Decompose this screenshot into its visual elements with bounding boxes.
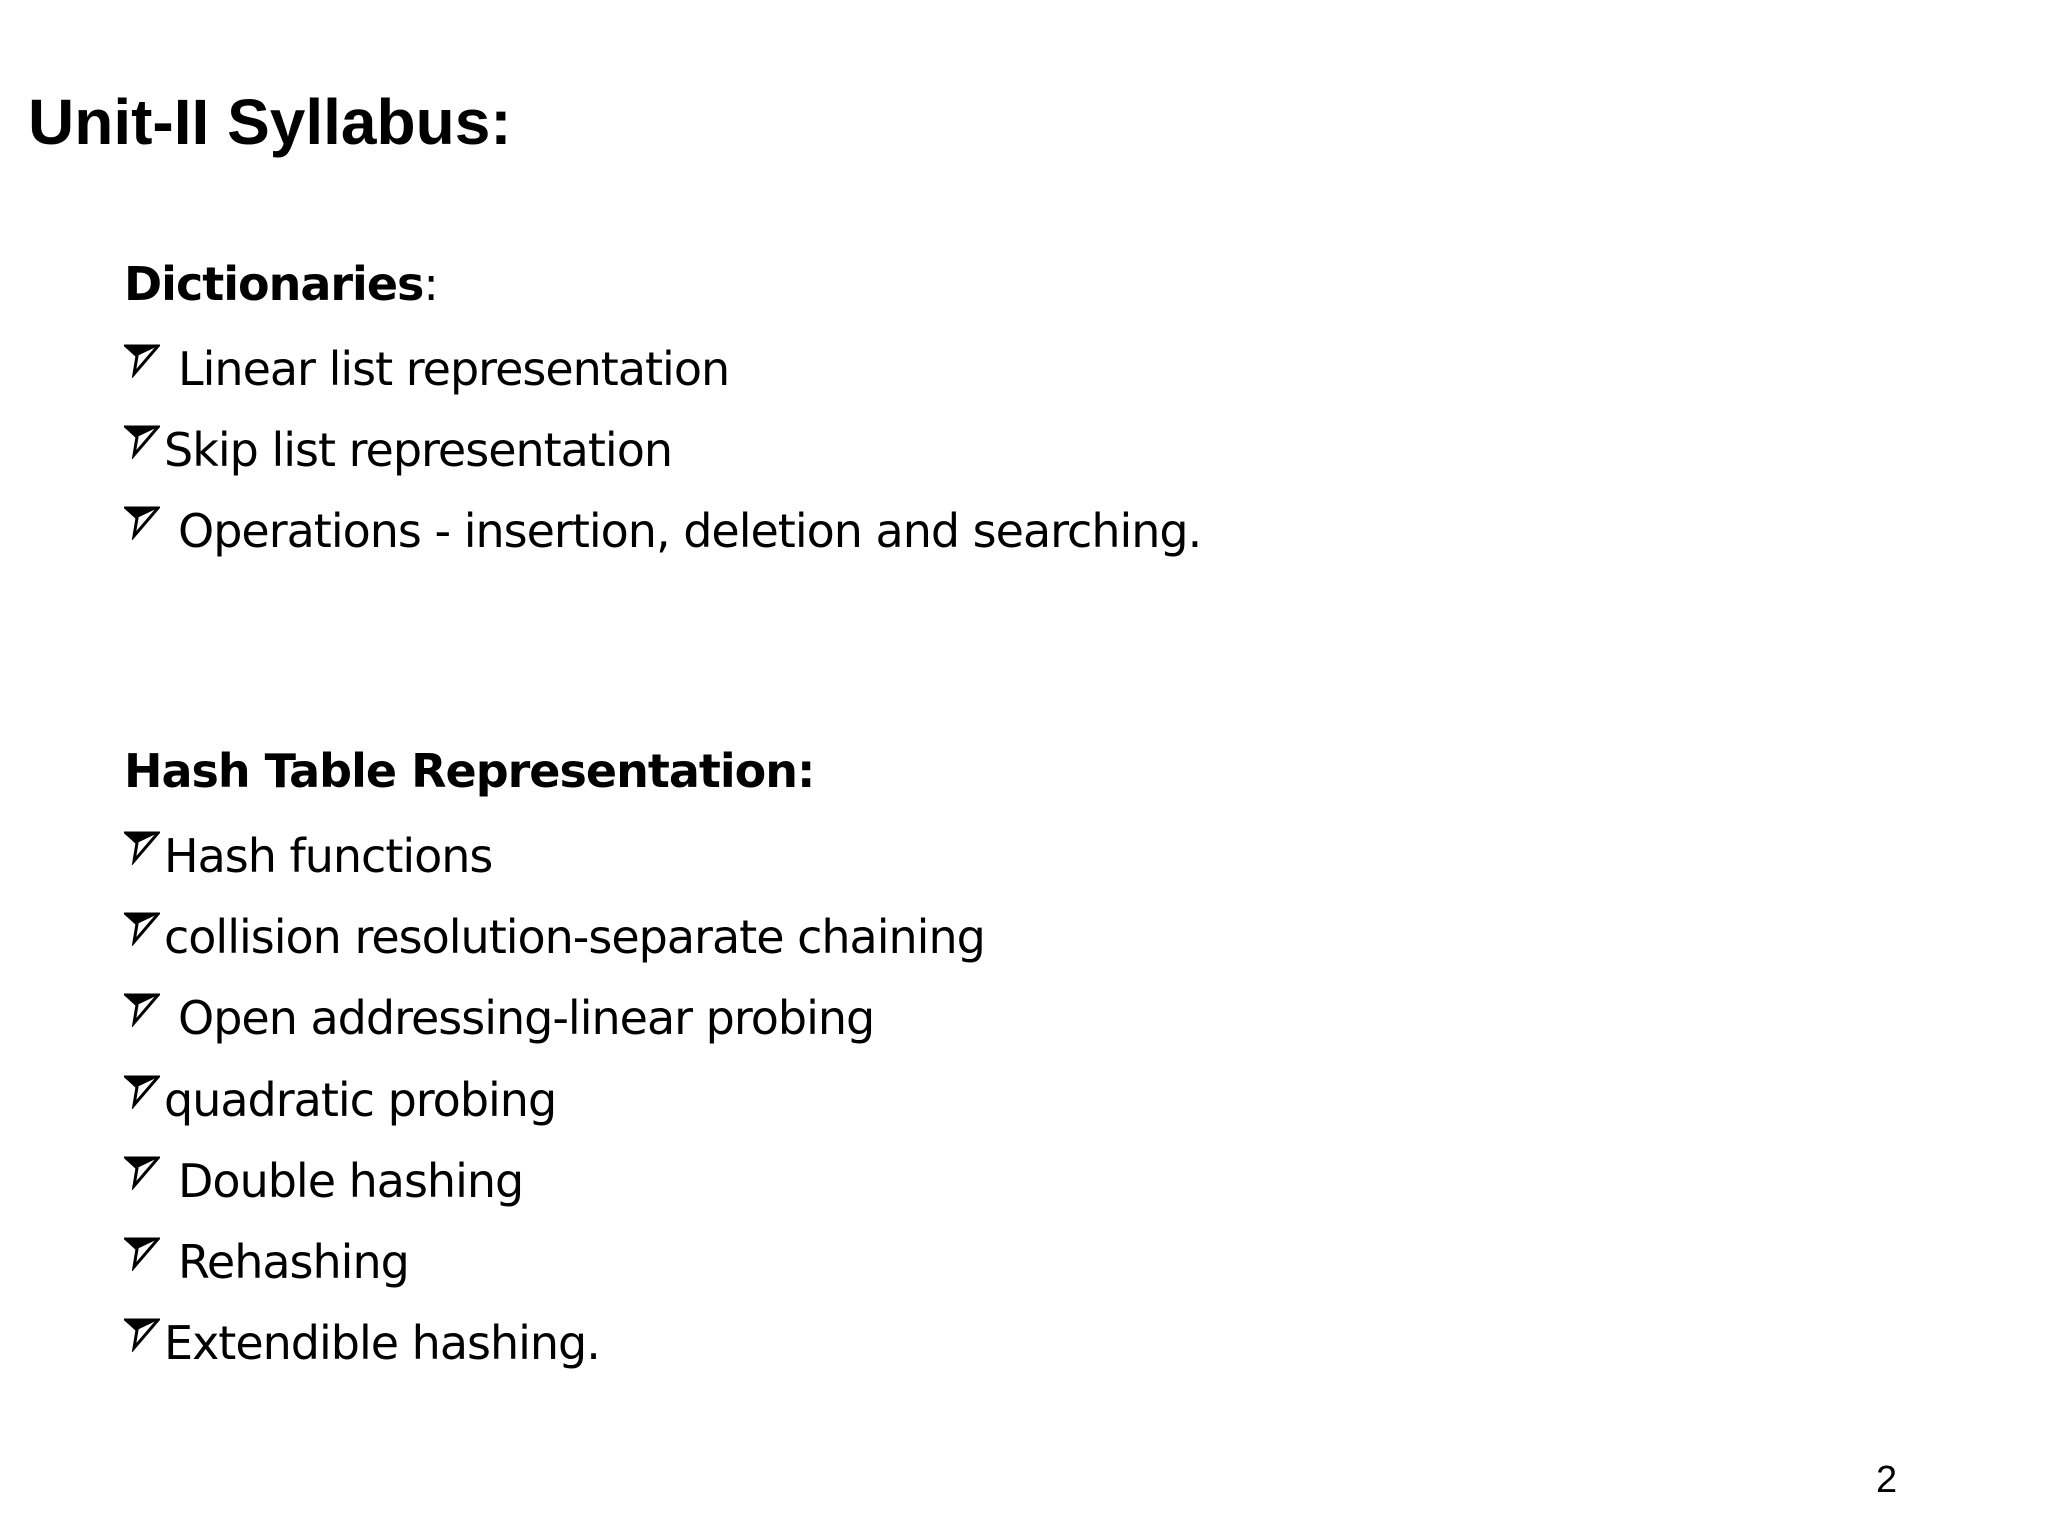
list-item xyxy=(124,328,1201,409)
arrowhead-bullet-icon xyxy=(124,991,160,1027)
list-item-label: Linear list representation xyxy=(178,341,730,396)
list-item-label: Extendible hashing. xyxy=(164,1316,600,1371)
list-item-label: Double hashing xyxy=(178,1153,524,1208)
list-item-label: Operations - insertion, deletion and searching. xyxy=(178,504,1202,559)
list-item xyxy=(124,896,985,977)
arrowhead-bullet-icon xyxy=(124,1154,160,1190)
slide-title: Unit-II Syllabus: xyxy=(28,86,512,158)
list-item xyxy=(124,409,1201,490)
list-item-label: quadratic probing xyxy=(164,1072,557,1127)
arrowhead-bullet-icon xyxy=(124,1316,160,1352)
hash-table-heading xyxy=(124,735,985,815)
arrowhead-bullet-icon xyxy=(124,504,160,540)
list-item xyxy=(124,815,985,896)
list-item xyxy=(124,1221,985,1302)
list-item xyxy=(124,1303,985,1384)
hash-table-list xyxy=(124,815,985,1384)
dictionaries-section xyxy=(124,248,1201,572)
arrowhead-bullet-icon xyxy=(124,910,160,946)
dictionaries-heading xyxy=(124,248,1201,328)
hash-table-heading-text: Hash Table Representation xyxy=(124,744,797,798)
list-item xyxy=(124,1140,985,1221)
arrowhead-bullet-icon xyxy=(124,423,160,459)
dictionaries-heading-colon: : xyxy=(423,257,438,311)
list-item-label: Skip list representation xyxy=(164,422,672,477)
arrowhead-bullet-icon xyxy=(124,1073,160,1109)
dictionaries-list xyxy=(124,328,1201,572)
hash-table-heading-colon: : xyxy=(796,744,815,798)
list-item-label: Hash functions xyxy=(164,828,493,883)
hash-table-section xyxy=(124,735,985,1384)
list-item xyxy=(124,978,985,1059)
list-item-label: Rehashing xyxy=(178,1235,409,1290)
arrowhead-bullet-icon xyxy=(124,342,160,378)
page-number: 2 xyxy=(1876,1459,1898,1501)
list-item xyxy=(124,491,1201,572)
list-item-label: collision resolution-separate chaining xyxy=(164,909,985,964)
arrowhead-bullet-icon xyxy=(124,1235,160,1271)
arrowhead-bullet-icon xyxy=(124,829,160,865)
list-item-label: Open addressing-linear probing xyxy=(178,991,875,1046)
list-item xyxy=(124,1059,985,1140)
dictionaries-heading-text: Dictionaries xyxy=(124,257,424,311)
